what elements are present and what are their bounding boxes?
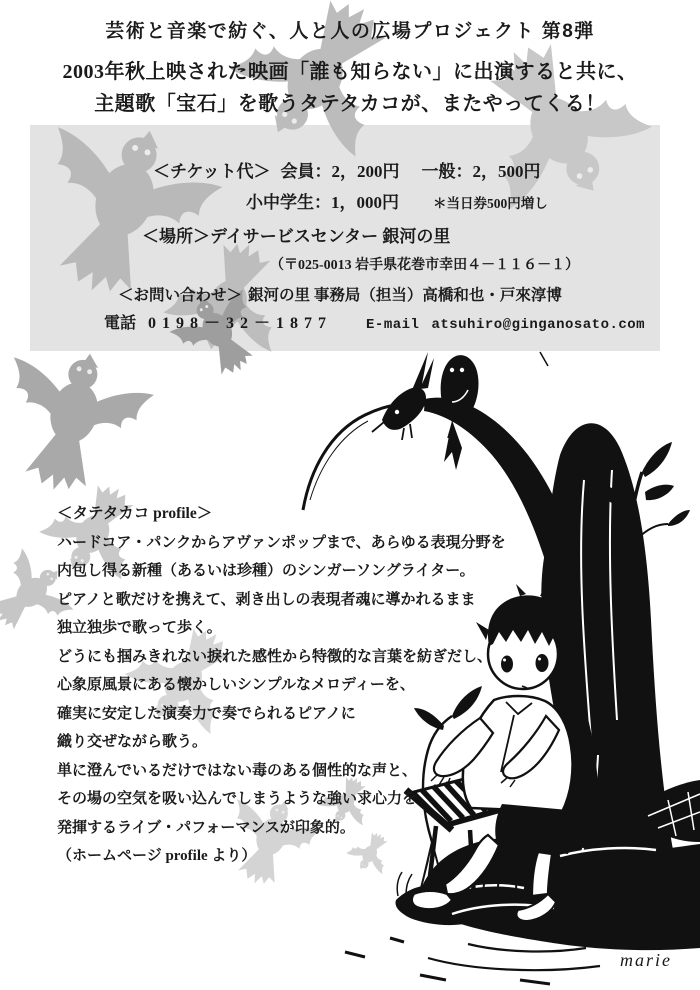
venue-address: （〒025-0013 岩手県花巻市幸田４－１１６－１） <box>270 258 580 273</box>
ticket-members: 会員：2，200円 <box>280 162 400 181</box>
ticket-general: 一般：2，500円 <box>421 162 541 181</box>
phone-number: 0198－32－1877 <box>148 315 333 332</box>
phone-label: 電話 <box>104 315 137 332</box>
profile-line: 独立独歩で歌って歩く。 <box>57 620 222 636</box>
venue-label: ＜場所＞ <box>142 227 210 246</box>
profile-line: どうにも掴みきれない捩れた感性から特徴的な言葉を紡ぎだし、 <box>57 648 493 665</box>
profile-line: （ホームページ profile より） <box>57 848 257 864</box>
email-value: atsuhiro@ginganosato.com <box>431 317 646 333</box>
ticket-students: 小中学生：1，000円 <box>246 193 399 212</box>
profile-line: 確実に安定した演奏力で奏でられるピアノに <box>57 705 356 722</box>
project-title: 芸術と音楽で紡ぐ、人と人の広場プロジェクト 第8弾 <box>105 21 595 42</box>
venue-name: デイサービスセンター 銀河の里 <box>210 227 451 246</box>
lead-line-2: 主題歌「宝石」を歌うタテタカコが、またやってくる！ <box>94 93 606 115</box>
profile-line: 単に澄んでいるだけではない毒のある個性的な声と、 <box>57 762 418 779</box>
ticket-label: ＜チケット代＞ <box>153 162 271 181</box>
contact-label: ＜お問い合わせ＞ <box>118 287 243 304</box>
profile-line: ピアノと歌だけを携えて、剥き出しの表現者魂に導かれるまま <box>57 591 476 608</box>
profile-block <box>57 500 506 871</box>
phone-row <box>104 310 645 333</box>
profile-heading: ＜タテタカコ profile＞ <box>57 505 213 522</box>
contact-row <box>118 283 562 305</box>
profile-line: その場の空気を吸い込んでしまうような強い求心力を <box>57 791 418 807</box>
profile-line: 織り交ぜながら歌う。 <box>57 734 208 750</box>
ticket-note: ＊当日券500円増し <box>433 196 548 211</box>
email-label: E-mail <box>366 317 420 333</box>
profile-line: ハードコア・パンクからアヴァンポップまで、あらゆる表現分野を <box>57 534 506 551</box>
artist-signature: marie <box>620 950 672 970</box>
profile-line: 内包し得る新種（あるいは珍種）のシンガーソングライター。 <box>57 563 475 579</box>
ticket-row-2 <box>246 188 548 213</box>
venue-row <box>142 222 450 247</box>
profile-line: 発揮するライブ・パフォーマンスが印象的。 <box>57 819 355 836</box>
profile-line: 心象原風景にある懐かしいシンプルなメロディーを、 <box>57 677 415 693</box>
lead-line-1: 2003年秋上映された映画「誰も知らない」に出演すると共に、 <box>62 61 638 83</box>
contact-value: 銀河の里 事務局（担当）高橋和也・戸來淳博 <box>248 287 562 304</box>
ticket-row <box>153 157 540 182</box>
